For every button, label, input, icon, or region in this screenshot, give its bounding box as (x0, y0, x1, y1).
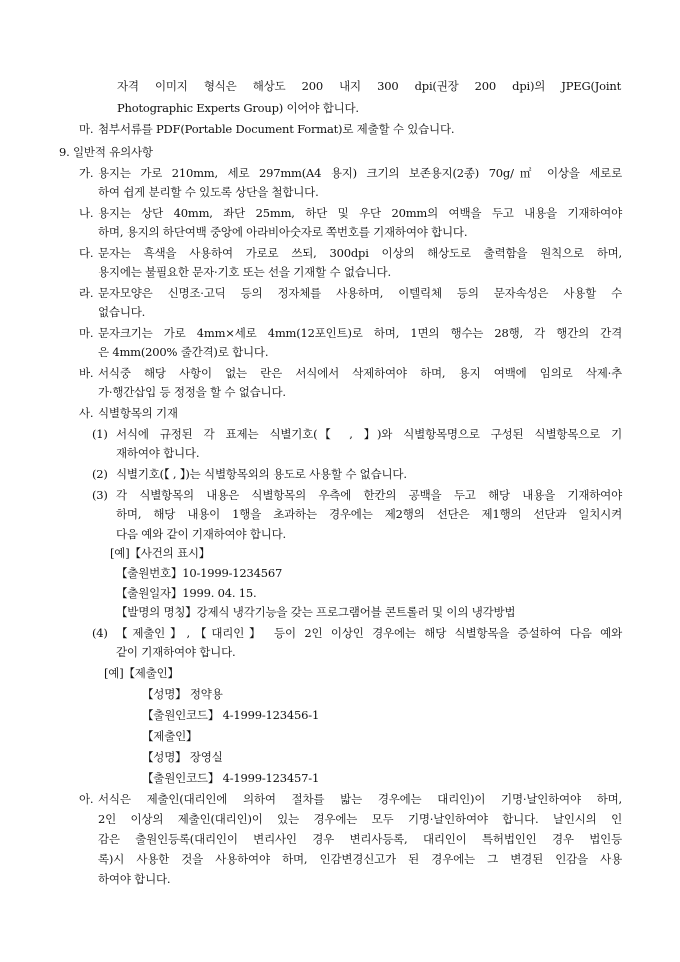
sub-item-line: 각 식별항목의 내용은 식별항목의 우측에 한칸의 공백을 두고 해당 내용을 기재하여야 (116, 488, 622, 502)
item-label: 라. (79, 286, 94, 300)
sub-item-line: 식별기호(【 , 】)는 식별항목외의 용도로 사용할 수 없습니다. (116, 467, 407, 481)
item-line: 감은 출원인등록(대리인이 변리사인 경우 변리사등록, 대리인이 특허법인인 경우 법인등 (98, 832, 622, 846)
item-line: 문자크기는 가로 4mm×세로 4mm(12포인트)로 하며, 1면의 행수는 28행, 각 행간의 간격 (98, 326, 622, 340)
sub-item-line: 【제출인】,【대리인】 등이 2인 이상인 경우에는 해당 식별항목을 증설하여 다음 예와 (116, 626, 622, 640)
intro-line-2: Photographic Experts Group) 이어야 합니다. (117, 101, 359, 115)
item-label: 바. (79, 366, 94, 380)
item-line: 서식은 제출인(대리인에 의하여 절차를 밟는 경우에는 대리인)이 기명·날인하여야 하며, (98, 792, 622, 806)
example-row: 【발명의 명칭】강제식 냉각기능을 갖는 프로그램어블 콘트롤러 및 이의 냉각방법 (116, 605, 516, 619)
sub-item-line: 다음 예와 같이 기재하여야 합니다. (116, 527, 287, 541)
example-header: [예]【사건의 표시】 (110, 546, 211, 560)
sub-item-line: 서식에 규정된 각 표제는 식별기호(【 , 】)와 식별항목명으로 구성된 식별항목으로 기 (116, 427, 622, 441)
sub-item-label: (4) (92, 626, 108, 640)
item-line: 2인 이상의 제출인(대리인)이 있는 경우에는 모두 기명·날인하여야 합니다. 날인시의 인 (98, 812, 622, 826)
example-row: 【성명】 장영실 (142, 750, 223, 764)
example-row: 【출원인코드】 4-1999-123456-1 (142, 708, 320, 722)
item-line: 용지는 상단 40mm, 좌단 25mm, 하단 및 우단 20mm의 여백을 두고 내용을 기재하여야 (98, 206, 622, 220)
sub-item-label: (1) (92, 427, 108, 441)
item-label: 다. (79, 246, 94, 260)
item-line: 가·행간삽입 등 정정을 할 수 없습니다. (98, 385, 286, 399)
sub-item-line: 하며, 해당 내용이 1행을 초과하는 경우에는 제2행의 선단은 제1행의 선단과 일치시켜 (116, 507, 622, 521)
item-line: 용지는 가로 210mm, 세로 297mm(A4 용지) 크기의 보존용지(2종) 70g/㎡ 이상을 세로로 (98, 166, 622, 180)
item-line: 문자모양은 신명조·고딕 등의 정자체를 사용하며, 이텔릭체 등의 문자속성은 사용할 수 (98, 286, 622, 300)
example-row: 【출원인코드】 4-1999-123457-1 (142, 771, 320, 785)
sub-item-line: 같이 기재하여야 합니다. (116, 645, 236, 659)
item-line: 하여야 합니다. (98, 872, 171, 886)
sub-item-label: (3) (92, 488, 108, 502)
item-line: 서식중 해당 사항이 없는 란은 서식에서 삭제하여야 하며, 용지 여백에 임의로 삭제·추 (98, 366, 622, 380)
item-label: 나. (79, 206, 94, 220)
section-title: 9. 일반적 유의사항 (59, 145, 153, 159)
item-text: 첨부서류를 PDF(Portable Document Format)로 제출할 수 있습니다. (98, 122, 455, 136)
item-line: 하며, 용지의 하단여백 중앙에 아라비아숫자로 쪽번호를 기재하여야 합니다. (98, 225, 468, 239)
item-label: 아. (79, 792, 94, 806)
example-row: 【출원일자】1999. 04. 15. (116, 586, 257, 600)
example-row: 【출원번호】10-1999-1234567 (116, 566, 283, 580)
item-line: 없습니다. (98, 305, 146, 319)
item-title: 식별항목의 기재 (98, 406, 178, 420)
example-row: 【성명】 정약용 (142, 687, 223, 701)
item-line: 문자는 흑색을 사용하여 가로로 쓰되, 300dpi 이상의 해상도로 출력함을 원칙으로 하며, (98, 246, 622, 260)
sub-item-label: (2) (92, 467, 108, 481)
example-row: 【제출인】 (142, 729, 198, 743)
intro-line-1: 자격 이미지 형식은 해상도 200 내지 300 dpi(권장 200 dpi)의 JPEG(Joint (117, 79, 621, 93)
item-line: 하여 쉽게 분리할 수 있도록 상단을 철합니다. (98, 185, 319, 199)
item-label: 마. (79, 122, 94, 136)
item-line: 용지에는 불필요한 문자·기호 또는 선을 기재할 수 없습니다. (98, 265, 391, 279)
sub-item-line: 재하여야 합니다. (116, 446, 200, 460)
item-label: 사. (79, 406, 94, 420)
item-line: 록)시 사용한 것을 사용하여야 하며, 인감변경신고가 된 경우에는 그 변경된 인감을 사용 (98, 852, 622, 866)
item-label: 마. (79, 326, 94, 340)
item-label: 가. (79, 166, 94, 180)
example-header: [예]【제출인】 (104, 666, 179, 680)
item-line: 은 4mm(200% 줄간격)로 합니다. (98, 345, 269, 359)
